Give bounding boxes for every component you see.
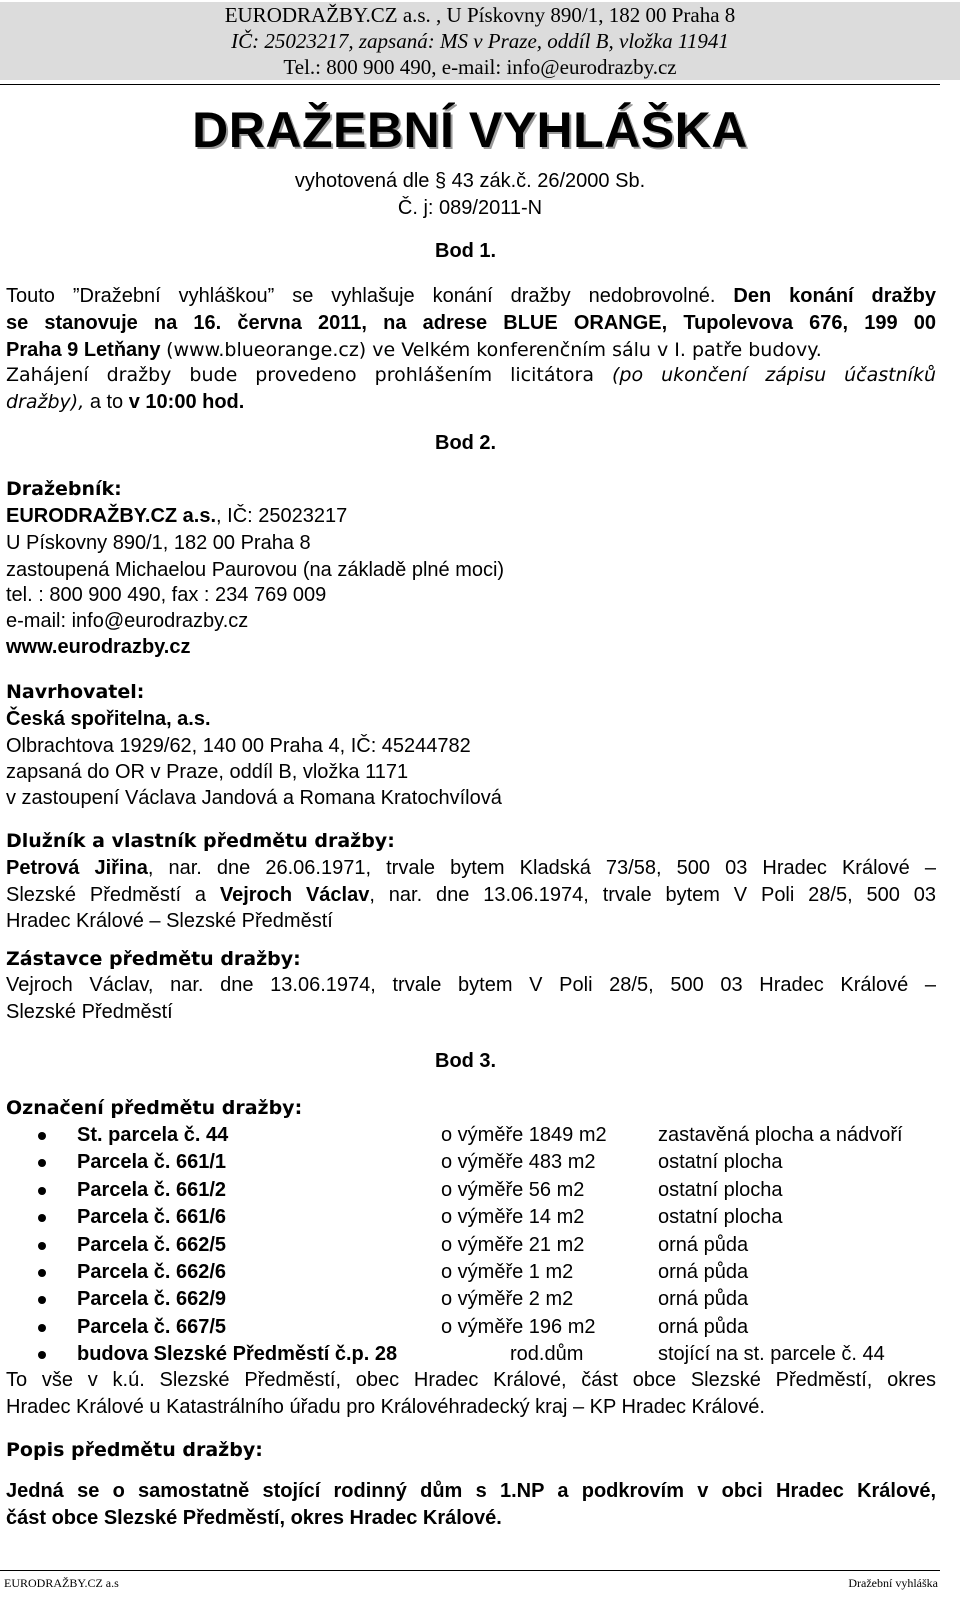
debtor-details-2: , nar. dne 13.06.1974, trvale bytem V Poli 28/5, 500 03 [369,884,936,906]
debtor-details-1: , nar. dne 26.06.1971, trvale bytem Kladská 73/58, 500 03 Hradec Králové – [147,857,936,879]
parcel-name: Parcela č. 662/5 [77,1233,227,1256]
parcel-list [0,1122,950,1369]
header-registration-text: IČ: 25023217, zapsaná: MS v Praze, oddíl B, vložka 11941 [231,29,729,53]
debtor-district: Slezské Předměstí a [6,884,206,906]
header-contact-line: Tel.: 800 900 490, e-mail: info@eurodrazby.cz [0,54,960,80]
debtor-name-2: Vejroch Václav [219,884,370,906]
subtitle: vyhotovená dle § 43 zák.č. 26/2000 Sb. [294,170,646,192]
description-line-2: část obce Slezské Předměstí, okres Hradec Králové. [6,1507,502,1529]
parcel-area: o výměře 483 m2 [441,1151,596,1174]
bullet-icon [38,1242,46,1250]
auctioneer-name: EURODRAŽBY.CZ a.s. [6,505,217,527]
section-heading-bod2: Bod 2. [435,432,497,454]
auctioneer-email: e-mail: info@eurodrazby.cz [6,610,249,632]
pledgee-line-2: Slezské Předměstí [6,1001,173,1023]
parcel-name: Parcela č. 661/2 [77,1178,227,1201]
list-item-building [0,1341,950,1368]
auctioneer-phone: tel. : 800 900 490, fax : 234 769 009 [6,584,327,606]
list-item [0,1314,950,1341]
debtor-line-1 [6,855,936,882]
location-details: (www.blueorange.cz) ve Velkém konferenčním sálu v I. patře budovy. [166,339,822,361]
list-item [0,1286,950,1313]
parcel-use: orná půda [658,1260,749,1283]
bullet-icon [38,1214,46,1222]
parcel-area: o výměře 1 m2 [441,1260,574,1283]
subject-label: Označení předmětu dražby: [6,1097,303,1119]
parcel-name: Parcela č. 661/1 [77,1151,227,1174]
list-item [0,1149,950,1176]
parcel-name: Parcela č. 661/6 [77,1206,227,1229]
proposer-address: Olbrachtova 1929/62, 140 00 Praha 4, IČ: 45244782 [6,735,471,757]
auctioneer-website: www.eurodrazby.cz [6,636,191,658]
parcel-name: St. parcela č. 44 [77,1124,229,1146]
proposer-name: Česká spořitelna, a.s. [6,708,211,730]
start-time-prefix: a to [89,391,124,413]
bod1-text: Touto ”Dražební vyhláškou” se vyhlašuje konání dražby nedobrovolné. [6,285,716,307]
debtor-line-2 [6,882,936,909]
start-note: (po ukončení zápisu účastníků [612,364,936,386]
description-line-1: Jedná se o samostatně stojící rodinný dům s 1.NP a podkrovím v obci Hradec Králové, [6,1480,936,1502]
auctioneer-name-line [6,503,936,530]
building-name: budova Slezské Předměstí č.p. 28 [77,1343,398,1366]
bullet-icon [38,1351,46,1359]
section-heading-bod3: Bod 3. [435,1050,497,1072]
parcel-area: o výměře 56 m2 [441,1178,585,1201]
section-heading-bod1: Bod 1. [435,240,497,262]
footer-divider [0,1570,940,1571]
reference-number: Č. j: 089/2011-N [397,197,543,219]
building-type: rod.dům [510,1343,584,1366]
start-note-end: dražby), [6,391,85,413]
parcel-use: ostatní plocha [658,1151,783,1174]
parcel-name: Parcela č. 662/9 [77,1288,227,1311]
pledgee-label: Zástavce předmětu dražby: [6,948,301,970]
pledgee-line-1: Vejroch Václav, nar. dne 13.06.1974, trvale bytem V Poli 28/5, 500 03 Hradec Králové – [6,974,936,996]
bod1-line-4 [6,362,936,389]
bod1-line-2: se stanovuje na 16. června 2011, na adrese BLUE ORANGE, Tupolevova 676, 199 00 [6,312,936,334]
bullet-icon [38,1132,46,1140]
parcel-use: ostatní plocha [658,1206,783,1229]
auctioneer-representative: zastoupená Michaelou Paurovou (na základě plné moci) [6,559,505,581]
list-item [0,1204,950,1231]
parcel-use: orná půda [658,1315,749,1338]
list-item [0,1259,950,1286]
list-item [0,1232,950,1259]
bod1-line-1 [6,283,936,310]
parcel-use: ostatní plocha [658,1178,783,1201]
header-registration-line [0,28,960,54]
header-company-line: EURODRAŽBY.CZ a.s. , U Pískovny 890/1, 182 00 Praha 8 [0,2,960,28]
proposer-registration: zapsaná do OR v Praze, oddíl B, vložka 1171 [6,761,409,783]
parcel-area: o výměře 196 m2 [441,1315,596,1338]
debtor-line-3: Hradec Králové – Slezské Předměstí [6,910,333,932]
parcel-use: zastavěná plocha a nádvoří [658,1124,903,1146]
parcel-area: o výměře 2 m2 [441,1288,574,1311]
bullet-icon [38,1324,46,1332]
debtor-label: Dlužník a vlastník předmětu dražby: [6,830,395,852]
parcel-use: orná půda [658,1233,749,1256]
auctioneer-ic: , IČ: 25023217 [216,505,348,527]
footer-right: Dražební vyhláška [848,1576,938,1590]
auction-date-label: Den konání dražby [733,285,937,307]
proposer-label: Navrhovatel: [6,681,145,703]
list-item [0,1177,950,1204]
header-divider [0,84,940,85]
footer-left: EURODRAŽBY.CZ a.s [4,1576,119,1590]
parcel-use: orná půda [658,1288,749,1311]
auctioneer-label: Dražebník: [6,478,122,500]
parcel-area: o výměře 21 m2 [441,1233,585,1256]
parcel-name: Parcela č. 667/5 [77,1315,227,1338]
bod1-line-5 [6,389,936,416]
list-item [0,1122,950,1149]
parcel-area: o výměře 1849 m2 [441,1124,607,1146]
description-label: Popis předmětu dražby: [6,1439,263,1461]
proposer-representative: v zastoupení Václava Jandová a Romana Kratochvílová [6,787,502,809]
page-title: DRAŽEBNÍ VYHLÁŠKA [192,102,748,158]
location-name: Praha 9 Letňany [6,339,161,361]
bullet-icon [38,1296,46,1304]
parcel-area: o výměře 14 m2 [441,1206,585,1229]
start-text: Zahájení dražby bude provedeno prohlášením licitátora [6,364,595,386]
summary-line-2: Hradec Králové u Katastrálního úřadu pro Královéhradecký kraj – KP Hradec Králové. [6,1396,765,1418]
auctioneer-address: U Pískovny 890/1, 182 00 Praha 8 [6,532,311,554]
bod1-line-3 [6,337,936,364]
start-time: v 10:00 hod. [128,391,245,413]
debtor-name-1: Petrová Jiřina [6,857,148,879]
summary-line-1: To vše v k.ú. Slezské Předměstí, obec Hradec Králové, část obce Slezské Předměstí, okres [6,1369,936,1391]
bullet-icon [38,1187,46,1195]
parcel-name: Parcela č. 662/6 [77,1260,227,1283]
building-location: stojící na st. parcele č. 44 [658,1343,885,1366]
bullet-icon [38,1269,46,1277]
bullet-icon [38,1159,46,1167]
